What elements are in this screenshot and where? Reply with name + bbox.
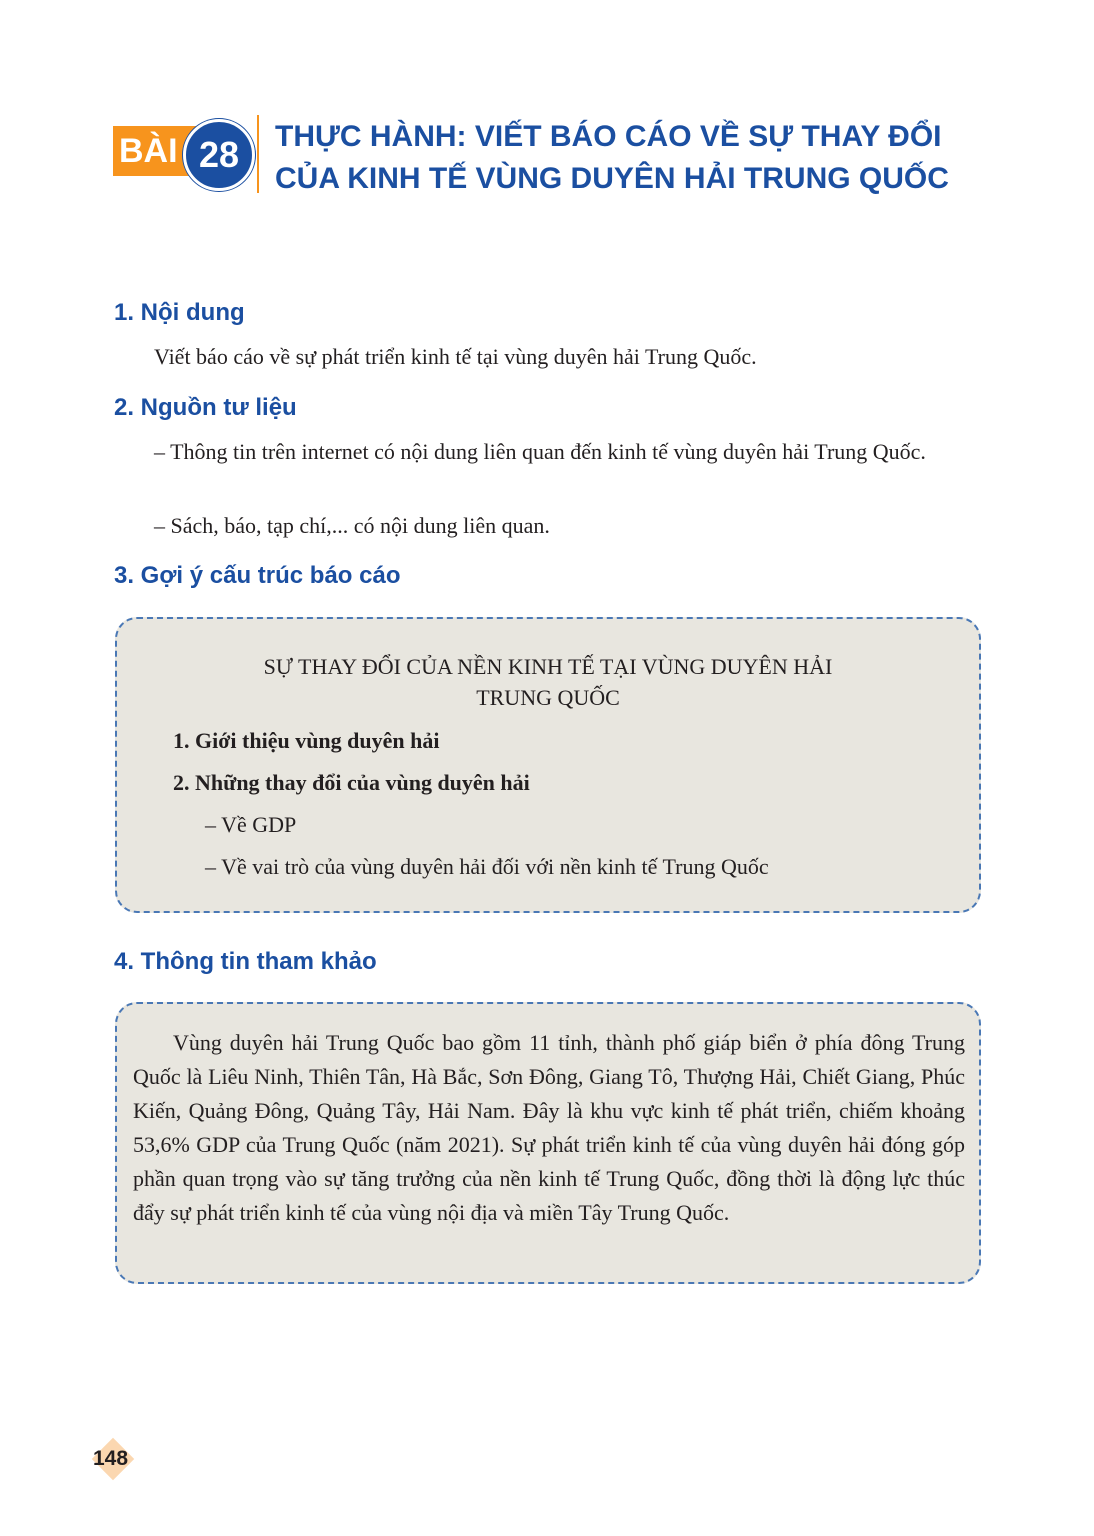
lesson-label: BÀI bbox=[113, 126, 208, 176]
section-heading-sources: 2. Nguồn tư liệu bbox=[114, 394, 297, 421]
lesson-title bbox=[275, 116, 1055, 200]
lesson-badge bbox=[113, 119, 253, 187]
outline-title bbox=[117, 651, 979, 713]
lesson-title-line: THỰC HÀNH: VIẾT BÁO CÁO VỀ SỰ THAY ĐỔI bbox=[275, 120, 942, 153]
outline-subitem: – Về vai trò của vùng duyên hải đối với nền kinh tế Trung Quốc bbox=[205, 854, 769, 879]
section-heading-content: 1. Nội dung bbox=[114, 299, 245, 326]
outline-item: 1. Giới thiệu vùng duyên hải bbox=[173, 728, 440, 753]
sources-paragraph-books: – Sách, báo, tạp chí,... có nội dung liên quan. bbox=[154, 513, 550, 538]
reference-box bbox=[115, 1002, 981, 1284]
reference-paragraph: Vùng duyên hải Trung Quốc bao gồm 11 tỉnh, thành phố giáp biển ở phía đông Trung Quốc là Liêu Ninh, Thiên Tân, Hà Bắc, Sơn Đông, Giang Tô, Thượng Hải, Chiết Giang, Phúc Kiến, Quảng Đông, Quảng Tây, Hải Nam. Đây là khu vực kinh tế phát triển, chiếm khoảng 53,6% GDP của Trung Quốc (năm 2021). Sự phát triển kinh tế của vùng duyên hải đóng góp phần quan trọng vào sự tăng trưởng của nền kinh tế Trung Quốc, đồng thời là động lực thúc đẩy sự phát triển kinh tế của vùng nội địa và miền Tây Trung Quốc. bbox=[133, 1030, 965, 1225]
lesson-title-line: CỦA KINH TẾ VÙNG DUYÊN HẢI TRUNG QUỐC bbox=[275, 162, 949, 195]
section-heading-structure: 3. Gợi ý cấu trúc báo cáo bbox=[114, 562, 401, 589]
outline-title-line: TRUNG QUỐC bbox=[476, 685, 620, 710]
sources-paragraph-internet: – Thông tin trên internet có nội dung liên quan đến kinh tế vùng duyên hải Trung Quốc. bbox=[154, 439, 926, 464]
outline-title-line: SỰ THAY ĐỔI CỦA NỀN KINH TẾ TẠI VÙNG DUYÊN HẢI bbox=[263, 654, 833, 679]
header-divider bbox=[257, 115, 259, 193]
outline-item: 2. Những thay đổi của vùng duyên hải bbox=[173, 770, 530, 795]
lesson-number: 28 bbox=[183, 119, 255, 191]
section-heading-reference: 4. Thông tin tham khảo bbox=[114, 948, 377, 975]
report-outline-box bbox=[115, 617, 981, 913]
page-number: 148 bbox=[93, 1447, 129, 1470]
content-paragraph: Viết báo cáo về sự phát triển kinh tế tại vùng duyên hải Trung Quốc. bbox=[154, 344, 757, 369]
outline-subitem: – Về GDP bbox=[205, 812, 297, 837]
